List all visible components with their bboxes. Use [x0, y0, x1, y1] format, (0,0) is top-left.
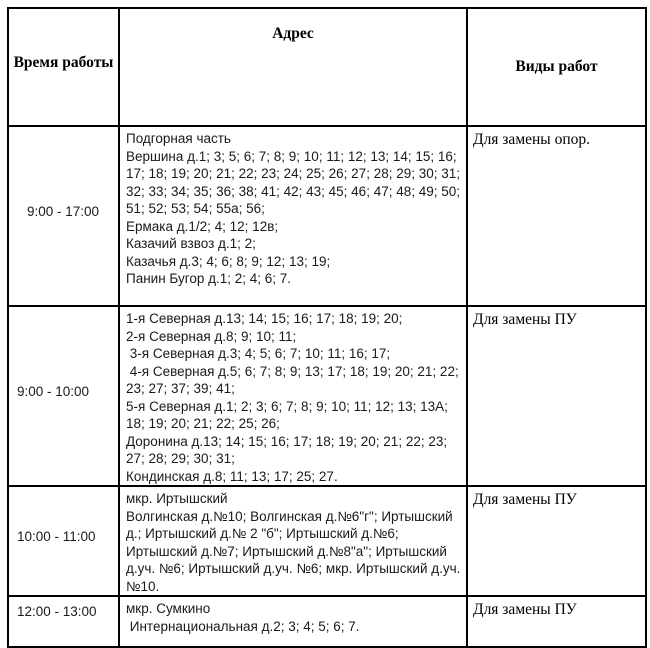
address-line: Панин Бугор д.1; 2; 4; 6; 7.: [126, 271, 292, 286]
table-row: [8, 596, 646, 647]
column-header-time: Время работы: [8, 8, 119, 126]
header-row: [8, 8, 646, 126]
address-line: мкр. Иртышский: [126, 491, 228, 506]
column-header-work: Виды работ: [467, 8, 646, 126]
address-line: Казачий взвоз д.1; 2;: [126, 236, 256, 251]
address-cell: [119, 596, 467, 647]
table-row: [8, 486, 646, 596]
time-cell: 9:00 - 17:00: [8, 126, 119, 306]
address-line: Казачья д.3; 4; 6; 8; 9; 12; 13; 19;: [126, 253, 331, 269]
address-cell: [119, 126, 467, 306]
address-line: Волгинская д.№10; Волгинская д.№6"г"; Иртышский д.; Иртышский д.№ 2 "б"; Иртышский д.№6; Иртышский д.№7; Иртышский д.№8"а"; Иртышский д.уч. №6; Иртышский д.уч. №6; мкр. Иртышский д.уч. №10.: [126, 508, 465, 594]
address-line: 5-я Северная д.1; 2; 3; 6; 7; 8; 9; 10; 11; 12; 13; 13А; 18; 19; 20; 21; 22; 25; 26;: [126, 398, 452, 431]
time-cell: 9:00 - 10:00: [8, 306, 119, 486]
address-line: Вершина д.1; 3; 5; 6; 7; 8; 9; 10; 11; 12; 13; 14; 15; 16; 17; 18; 19; 20; 21; 22; 23; 24; 25; 26; 27; 28; 29; 30; 31; 32; 33; 34; 35; 36; 38; 41; 42; 43; 45; 46; 47; 48; 49; 50; 51; 52; 53; 54; 55а; 56;: [126, 148, 464, 216]
address-line: 3-я Северная д.3; 4; 5; 6; 7; 10; 11; 16; 17;: [126, 346, 391, 361]
column-header-address: Адрес: [119, 8, 467, 126]
address-cell: [119, 486, 467, 596]
address-line: Интернациональная д.2; 3; 4; 5; 6; 7.: [126, 618, 360, 634]
address-line: 1-я Северная д.13; 14; 15; 16; 17; 18; 19; 20;: [126, 311, 403, 326]
address-line: 4-я Северная д.5; 6; 7; 8; 9; 13; 17; 18; 19; 20; 21; 22; 23; 27; 37; 39; 41;: [126, 363, 463, 396]
work-type-cell: Для замены ПУ: [467, 306, 646, 486]
table-row: [8, 126, 646, 306]
address-line: Ермака д.1/2; 4; 12; 12в;: [126, 218, 279, 234]
work-type-cell: Для замены ПУ: [467, 486, 646, 596]
address-line: Доронина д.13; 14; 15; 16; 17; 18; 19; 20; 21; 22; 23; 27; 28; 29; 30; 31;: [126, 433, 451, 466]
address-line: Кондинская д.8; 11; 13; 17; 25; 27.: [126, 468, 338, 484]
time-cell: 12:00 - 13:00: [8, 596, 119, 647]
work-type-cell: Для замены опор.: [467, 126, 646, 306]
address-cell: [119, 306, 467, 486]
table-body: [8, 126, 646, 647]
time-cell: 10:00 - 11:00: [8, 486, 119, 596]
outage-schedule-table: [7, 7, 647, 648]
address-line: Подгорная часть: [126, 131, 231, 146]
table-header: [8, 8, 646, 126]
work-type-cell: Для замены ПУ: [467, 596, 646, 647]
address-line: 2-я Северная д.8; 9; 10; 11;: [126, 328, 297, 344]
address-line: мкр. Сумкино: [126, 601, 211, 616]
table-row: [8, 306, 646, 486]
